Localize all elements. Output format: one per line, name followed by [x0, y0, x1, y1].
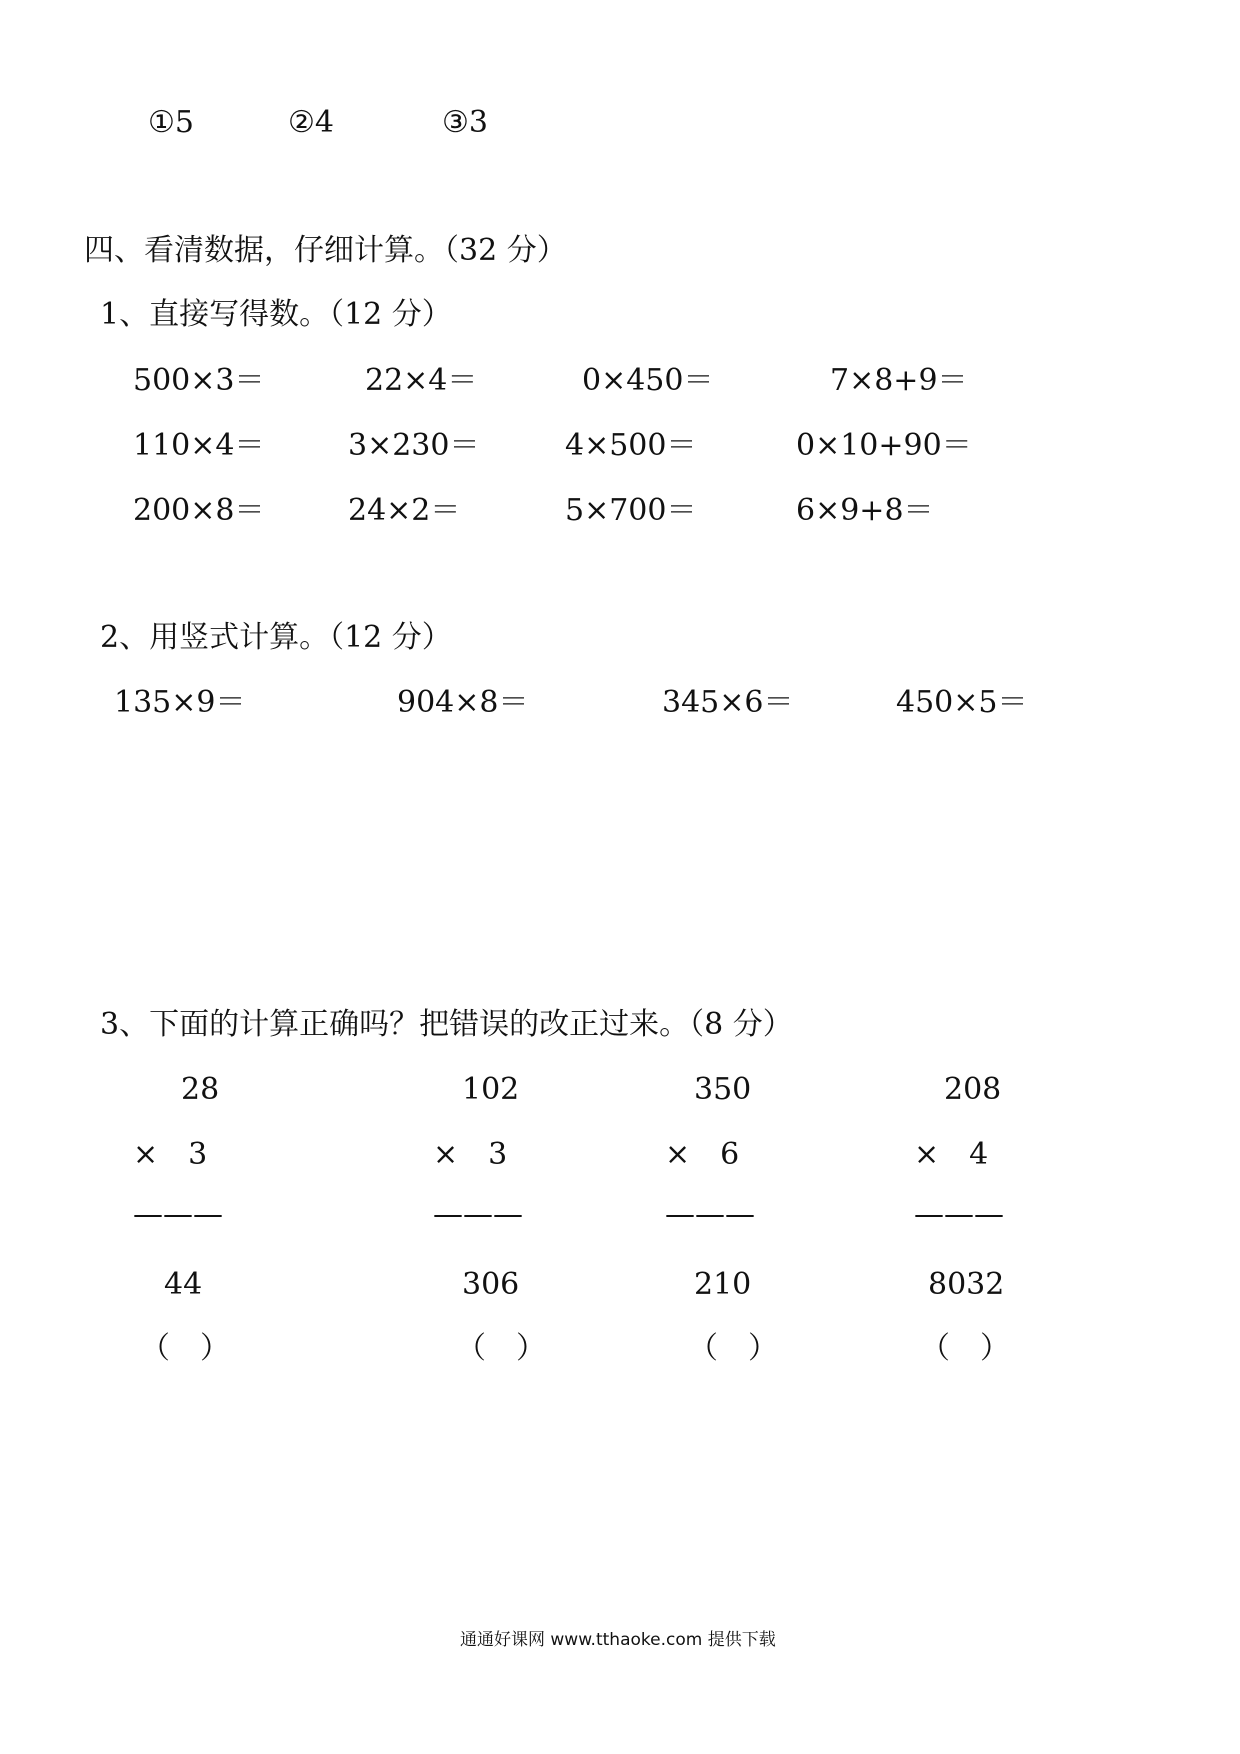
q2-item: 135×9＝ [114, 685, 246, 720]
q3-result: 210 [694, 1267, 752, 1302]
q2-item: 345×6＝ [662, 685, 794, 720]
q1-item: 0×450＝ [582, 363, 714, 398]
q1-item: 22×4＝ [365, 363, 478, 398]
q3-multiplier: × 4 [914, 1137, 989, 1172]
q3-multiplier: × 3 [133, 1137, 208, 1172]
q1-item: 3×230＝ [348, 428, 480, 463]
q3-top-number: 208 [944, 1072, 1002, 1107]
q1-item: 4×500＝ [565, 428, 697, 463]
q3-underline: ——— [433, 1197, 523, 1232]
q2-title: 2、用竖式计算。（12 分） [100, 620, 452, 655]
q3-top-number: 28 [181, 1072, 220, 1107]
q3-result: 8032 [928, 1267, 1005, 1302]
q3-answer-blank: （ ） [456, 1331, 546, 1366]
q3-result: 44 [164, 1267, 203, 1302]
q1-item: 7×8+9＝ [830, 363, 968, 398]
q1-title: 1、直接写得数。（12 分） [100, 297, 452, 332]
q3-underline: ——— [914, 1197, 1004, 1232]
q2-item: 904×8＝ [397, 685, 529, 720]
q3-answer-blank: （ ） [688, 1331, 778, 1366]
q1-item: 110×4＝ [133, 428, 265, 463]
q1-item: 200×8＝ [133, 493, 265, 528]
q1-item: 6×9+8＝ [796, 493, 934, 528]
q3-underline: ——— [133, 1197, 223, 1232]
q1-item: 0×10+90＝ [796, 428, 972, 463]
q3-top-number: 102 [462, 1072, 520, 1107]
section-4-title: 四、看清数据，仔细计算。（32 分） [84, 233, 567, 268]
q3-multiplier: × 6 [665, 1137, 740, 1172]
q1-item: 24×2＝ [348, 493, 461, 528]
option-1: ①5 [148, 105, 194, 140]
q3-result: 306 [462, 1267, 520, 1302]
option-3: ③3 [442, 105, 488, 140]
q3-top-number: 350 [694, 1072, 752, 1107]
q3-underline: ——— [665, 1197, 755, 1232]
q3-multiplier: × 3 [433, 1137, 508, 1172]
option-2: ②4 [288, 105, 334, 140]
q1-item: 500×3＝ [133, 363, 265, 398]
q3-title: 3、下面的计算正确吗？把错误的改正过来。（8 分） [100, 1007, 793, 1042]
q2-item: 450×5＝ [896, 685, 1028, 720]
page-footer: 通通好课网 www.tthaoke.com 提供下载 [460, 1630, 776, 1650]
q1-item: 5×700＝ [565, 493, 697, 528]
q3-answer-blank: （ ） [920, 1331, 1010, 1366]
q3-answer-blank: （ ） [140, 1331, 230, 1366]
